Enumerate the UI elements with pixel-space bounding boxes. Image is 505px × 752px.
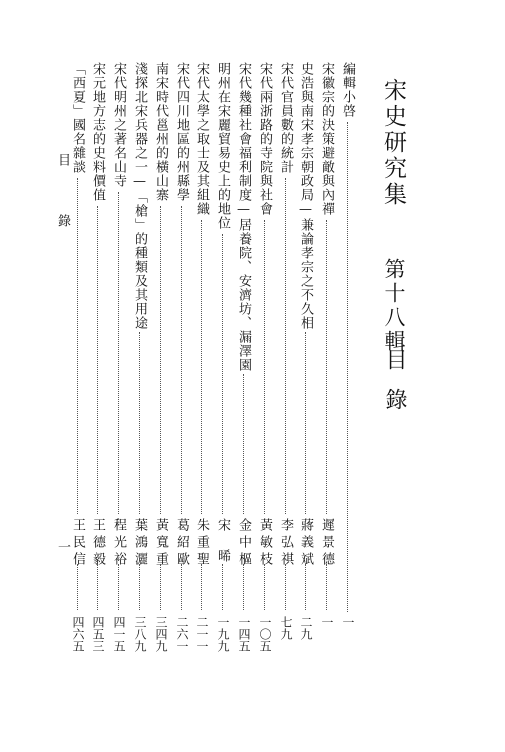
leader-dots (201, 220, 202, 514)
entry-title: 宋代兩浙路的寺院與社會 (257, 62, 272, 216)
leader-dots (264, 220, 265, 514)
entry-author: 宋晞 (215, 518, 230, 580)
entry-author: 王民信 (70, 518, 85, 569)
entry-author: 程光裕 (111, 518, 126, 569)
entry-page-number: 一 (341, 616, 355, 628)
entry-title: 宋徽宗的決策避敵與內禪 (319, 62, 334, 216)
entry-author: 葉鴻灑 (132, 518, 147, 569)
leader-dots (97, 564, 98, 610)
entry-title: 宋代四川地區的州縣學 (174, 62, 189, 202)
entry-author: 葛紹歐 (174, 518, 189, 569)
entry-author: 黃寬重 (153, 518, 168, 569)
entry-author: 遲景德 (319, 518, 334, 569)
entry-title: 宋代明州之著名山寺 (111, 62, 126, 188)
entry-page-number: 二六一 (175, 616, 189, 652)
leader-dots (160, 564, 161, 610)
entry-page-number: 三四九 (154, 616, 168, 652)
leader-dots (181, 564, 182, 610)
leader-dots (139, 564, 140, 610)
entry-page-number: 四一五 (112, 616, 126, 652)
entry-page-number: 一九九 (216, 616, 230, 652)
entry-title: 史浩與南宋孝宗朝政局—兼論孝宗之不久相 (298, 62, 313, 330)
entry-title: 宋代幾種社會福利制度—居養院、安濟坊、漏澤園 (236, 62, 251, 372)
leader-dots (243, 564, 244, 610)
leader-dots (347, 122, 348, 612)
entry-title: 宋代太學之取士及其組織 (194, 62, 209, 216)
leader-dots (326, 220, 327, 514)
book-title: 宋史研究集 (380, 78, 406, 208)
leader-dots (243, 374, 244, 514)
section-heading: 目錄 (382, 348, 407, 428)
entry-title: 宋元地方志的史料價值 (90, 62, 105, 202)
leader-dots (222, 564, 223, 610)
entry-title: 南宋時代邕州的橫山寨 (153, 62, 168, 202)
entry-page-number: 一 (320, 616, 334, 628)
running-footer-label: 目錄 (55, 153, 70, 275)
entry-author: 李弘祺 (278, 518, 293, 569)
entry-page-number: 七九 (279, 616, 293, 640)
entry-page-number: 二九 (299, 616, 313, 640)
leader-dots (285, 564, 286, 610)
entry-page-number: 四五三 (91, 616, 105, 652)
leader-dots (160, 206, 161, 514)
entry-author: 朱重聖 (194, 518, 209, 569)
entry-page-number: 四六五 (71, 616, 85, 652)
entry-page-number: 一〇五 (258, 616, 272, 652)
leader-dots (77, 178, 78, 514)
leader-dots (305, 564, 306, 610)
leader-dots (305, 332, 306, 514)
entry-title: 宋代官員數的統計 (278, 62, 293, 174)
leader-dots (181, 206, 182, 514)
leader-dots (139, 332, 140, 514)
entry-author: 金中樞 (236, 518, 251, 569)
entry-title: 編輯小啓 (340, 62, 355, 118)
entry-author: 王德毅 (90, 518, 105, 569)
leader-dots (264, 564, 265, 610)
leader-dots (77, 564, 78, 610)
entry-title: 「西夏」國名雜談 (70, 62, 85, 174)
entry-title: 明州在宋麗貿易史上的地位 (215, 62, 230, 230)
entry-author: 黃敏枝 (257, 518, 272, 569)
entry-author: 蔣義斌 (298, 518, 313, 569)
leader-dots (222, 234, 223, 514)
entry-page-number: 一四五 (237, 616, 251, 652)
page-number: 一 (55, 540, 70, 553)
leader-dots (326, 564, 327, 610)
leader-dots (97, 206, 98, 514)
leader-dots (201, 564, 202, 610)
entry-title: 淺探北宋兵器之一—「槍」的種類及其用途 (132, 62, 147, 330)
leader-dots (118, 192, 119, 514)
leader-dots (118, 564, 119, 610)
entry-page-number: 二一一 (195, 616, 209, 652)
volume-number: 第十八輯 (382, 258, 406, 354)
entry-page-number: 三八九 (133, 616, 147, 652)
leader-dots (285, 178, 286, 514)
